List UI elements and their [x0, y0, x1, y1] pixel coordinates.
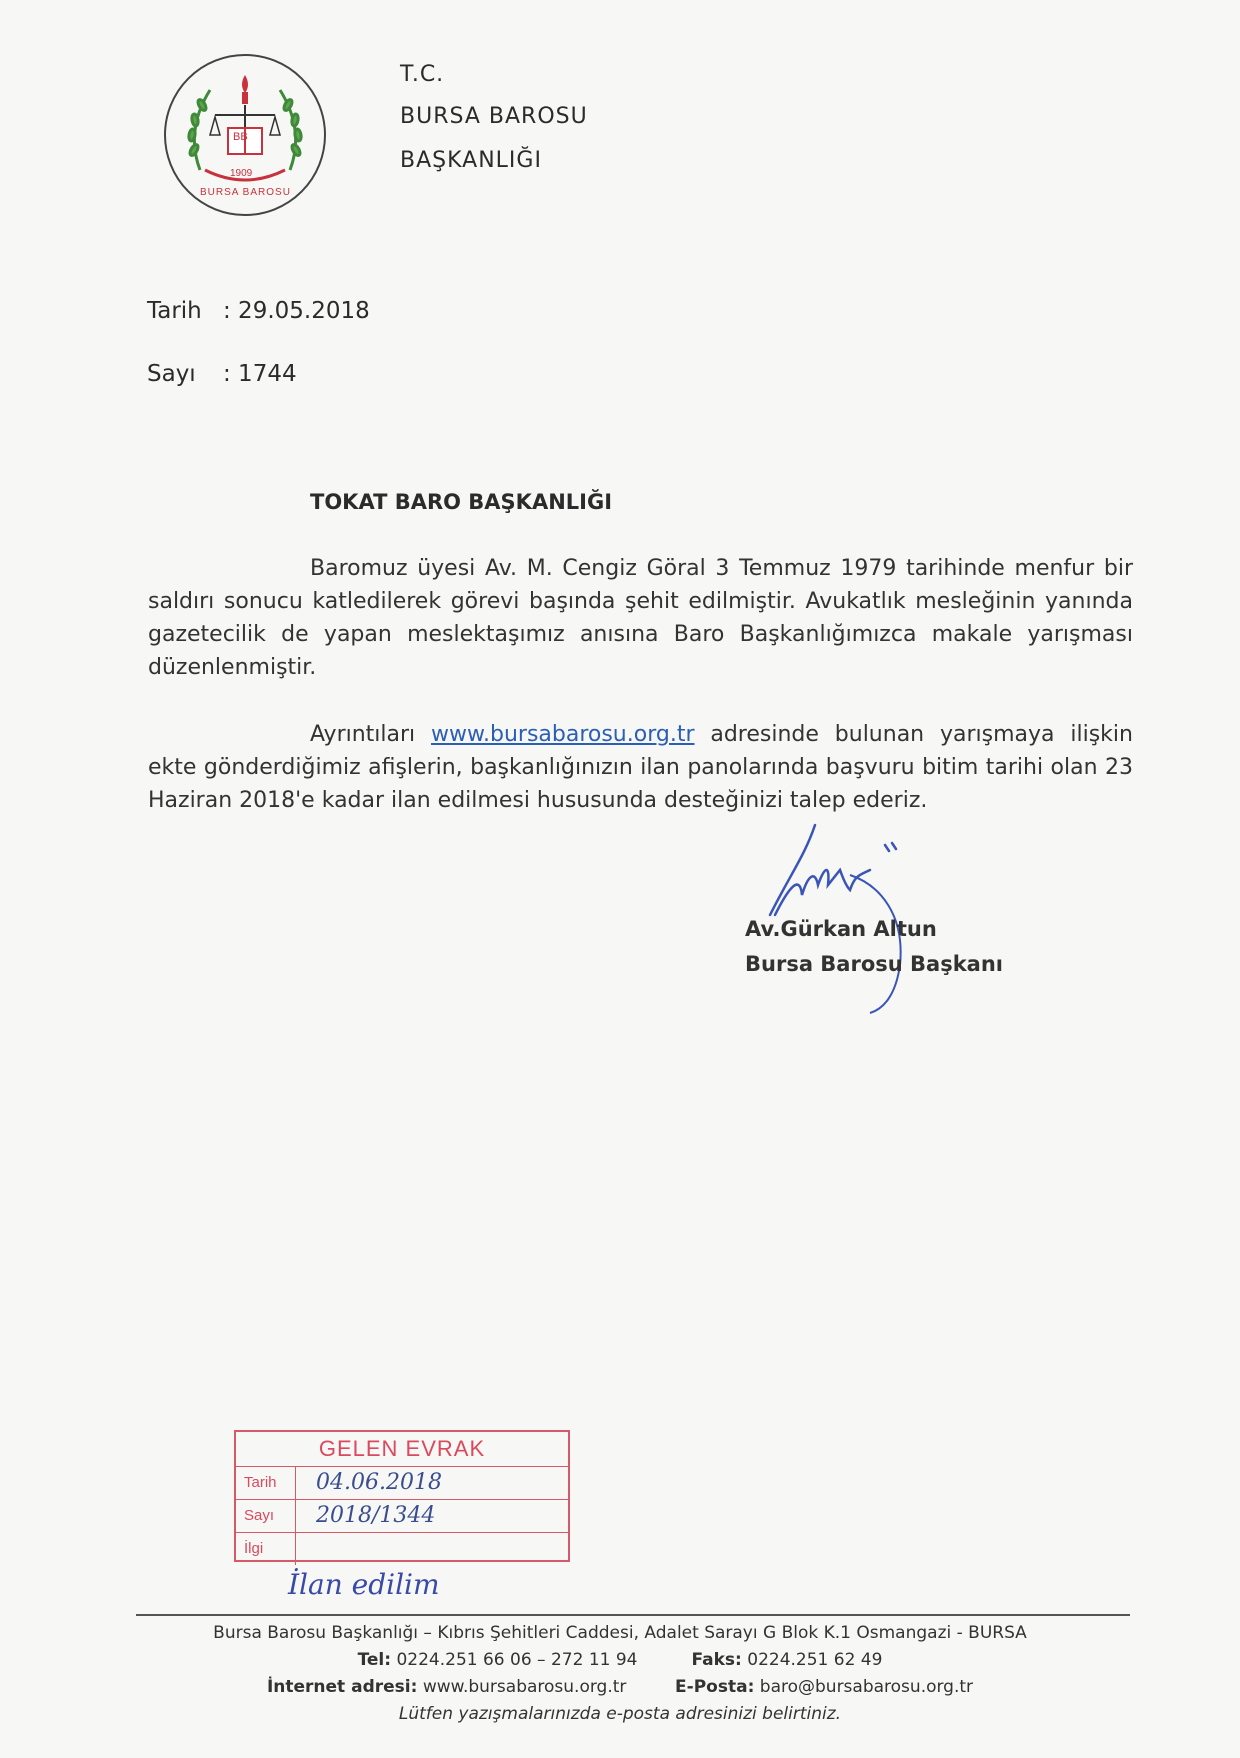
header-line-presidency: BAŞKANLIĞI: [400, 148, 542, 173]
footer-phone-fax: [0, 1650, 1240, 1670]
stamp-row-date: [236, 1466, 568, 1499]
stamp-number-value: 2018/1344: [316, 1503, 436, 1528]
fax-label: Faks:: [691, 1650, 742, 1670]
stamp-reference-label: İlgi: [236, 1533, 296, 1565]
bar-association-seal: [160, 50, 330, 220]
stamp-title: GELEN EVRAK: [318, 1436, 486, 1461]
fax-value: 0224.251 62 49: [747, 1650, 883, 1670]
header-line-bar-name: BURSA BAROSU: [400, 104, 588, 129]
seal-bottom-text: BURSA BAROSU: [200, 187, 291, 198]
number-value: : 1744: [223, 361, 297, 387]
handwritten-note: İlan edilim: [288, 1568, 440, 1601]
recipient: TOKAT BARO BAŞKANLIĞI: [310, 490, 613, 514]
paragraph-2-intro: Ayrıntıları: [310, 722, 432, 747]
number-row: [147, 361, 297, 387]
number-label: Sayı: [147, 361, 196, 387]
email-label: E-Posta:: [675, 1677, 755, 1697]
stamp-row-number: [236, 1499, 568, 1532]
signer-title: Bursa Barosu Başkanı: [745, 952, 1003, 976]
website-link[interactable]: www.bursabarosu.org.tr: [431, 722, 695, 747]
footer-web-email: [0, 1677, 1240, 1697]
stamp-date-value: 04.06.2018: [316, 1470, 442, 1495]
date-row: [147, 298, 370, 324]
date-value: : 29.05.2018: [223, 298, 370, 324]
stamp-number-label: Sayı: [236, 1500, 296, 1532]
header-line-tc: T.C.: [400, 62, 445, 87]
tel-label: Tel:: [357, 1650, 392, 1670]
body-paragraph-1: Baromuz üyesi Av. M. Cengiz Göral 3 Temmuz 1979 tarihinde menfur bir saldırı sonucu katledilerek görevi başında şehit edilmiştir. Avukatlık mesleğinin yanında gazetecilik de yapan meslektaşımız anısına Baro Başkanlığımızca makale yarışması düzenlenmiştir.: [148, 556, 1133, 680]
footer-address: Bursa Barosu Başkanlığı – Kıbrıs Şehitleri Caddesi, Adalet Sarayı G Blok K.1 Osmangazi - BURSA: [213, 1623, 1027, 1643]
footer-note: Lütfen yazışmalarınızda e-posta adresinizi belirtiniz.: [398, 1704, 842, 1724]
footer-divider: [136, 1614, 1130, 1616]
incoming-document-stamp: [234, 1430, 570, 1562]
seal-letters: BB: [233, 131, 248, 143]
web-label: İnternet adresi:: [266, 1677, 418, 1697]
web-value: www.bursabarosu.org.tr: [422, 1677, 627, 1697]
email-value: baro@bursabarosu.org.tr: [759, 1677, 974, 1697]
signer-name: Av.Gürkan Altun: [745, 917, 937, 941]
stamp-row-reference: [236, 1532, 568, 1565]
body-paragraph-2: [148, 718, 1133, 817]
date-label: Tarih: [147, 298, 202, 324]
seal-year: 1909: [230, 168, 253, 179]
stamp-date-label: Tarih: [236, 1467, 296, 1499]
tel-value: 0224.251 66 06 – 272 11 94: [396, 1650, 638, 1670]
paragraph-2-rest: adresinde bulunan yarışmaya ilişkin ekte gönderdiğimiz afişlerin, başkanlığınızın ilan panolarında başvuru bitim tarihi olan 23 Haziran 2018'e kadar ilan edilmesi hususunda desteğinizi talep ederiz.: [148, 722, 1133, 813]
